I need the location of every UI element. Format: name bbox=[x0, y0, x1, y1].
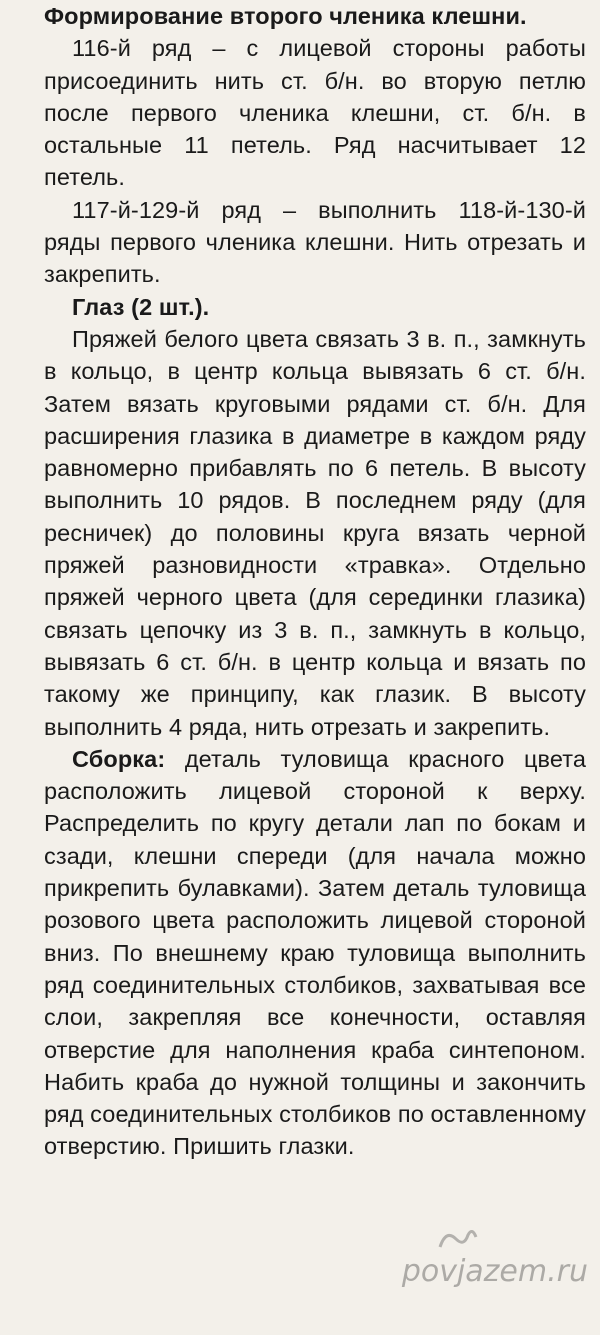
section-heading-eye: Глаз (2 шт.). bbox=[72, 293, 210, 320]
paragraph-row-116: 116-й ряд – с лицевой стороны работы присоединить нить ст. б/н. во вторую петлю после первого членика клешни, ст. б/н. в остальные 11 петель. Ряд насчитывает 12 петель. bbox=[44, 35, 586, 191]
paragraph-assembly bbox=[44, 743, 586, 1163]
assembly-label: Сборка: bbox=[72, 745, 166, 772]
section-heading-claw: Формирование второго членика клешни. bbox=[44, 3, 527, 29]
paragraph-row-117-129: 117-й-129-й ряд – выполнить 118-й-130-й ряды первого членика клешни. Нить отрезать и закрепить. bbox=[44, 196, 586, 288]
watermark: povjazem.ru bbox=[401, 1254, 588, 1289]
assembly-text: деталь туловища красного цвета расположить лицевой стороной к верху. Распределить по кругу детали лап по бокам и сзади, клешни спереди (для начала можно прикрепить булавками). Затем деталь туловища розового цвета расположить лицевой стороной вниз. По внешнему краю туловища выполнить ряд соединительных столбиков, захватывая все слои, закрепляя все конечности, оставляя отверстие для наполнения краба синтепоном. Набить краба до нужной толщины и закончить ряд соединительных столбиков по оставленному отверстию. Пришить глазки. bbox=[44, 745, 587, 1160]
spiral-logo-icon bbox=[436, 1225, 480, 1255]
paragraph-eye: Пряжей белого цвета связать 3 в. п., замкнуть в кольцо, в центр кольца вывязать 6 ст. б/н. Затем вязать круговыми рядами ст. б/н. Для расширения глазика в диаметре в каждом ряду равномерно прибавлять по 6 петель. В высоту выполнить 10 рядов. В последнем ряду (для ресничек) до половины круга вязать черной пряжей разновидности «травка». Отдельно пряжей черного цвета (для серединки глазика) связать цепочку из 3 в. п., замкнуть в кольцо, вывязать 6 ст. б/н. в центр кольца и вязать по такому же принципу, как глазик. В высоту выполнить 4 ряда, нить отрезать и закрепить. bbox=[44, 325, 586, 740]
